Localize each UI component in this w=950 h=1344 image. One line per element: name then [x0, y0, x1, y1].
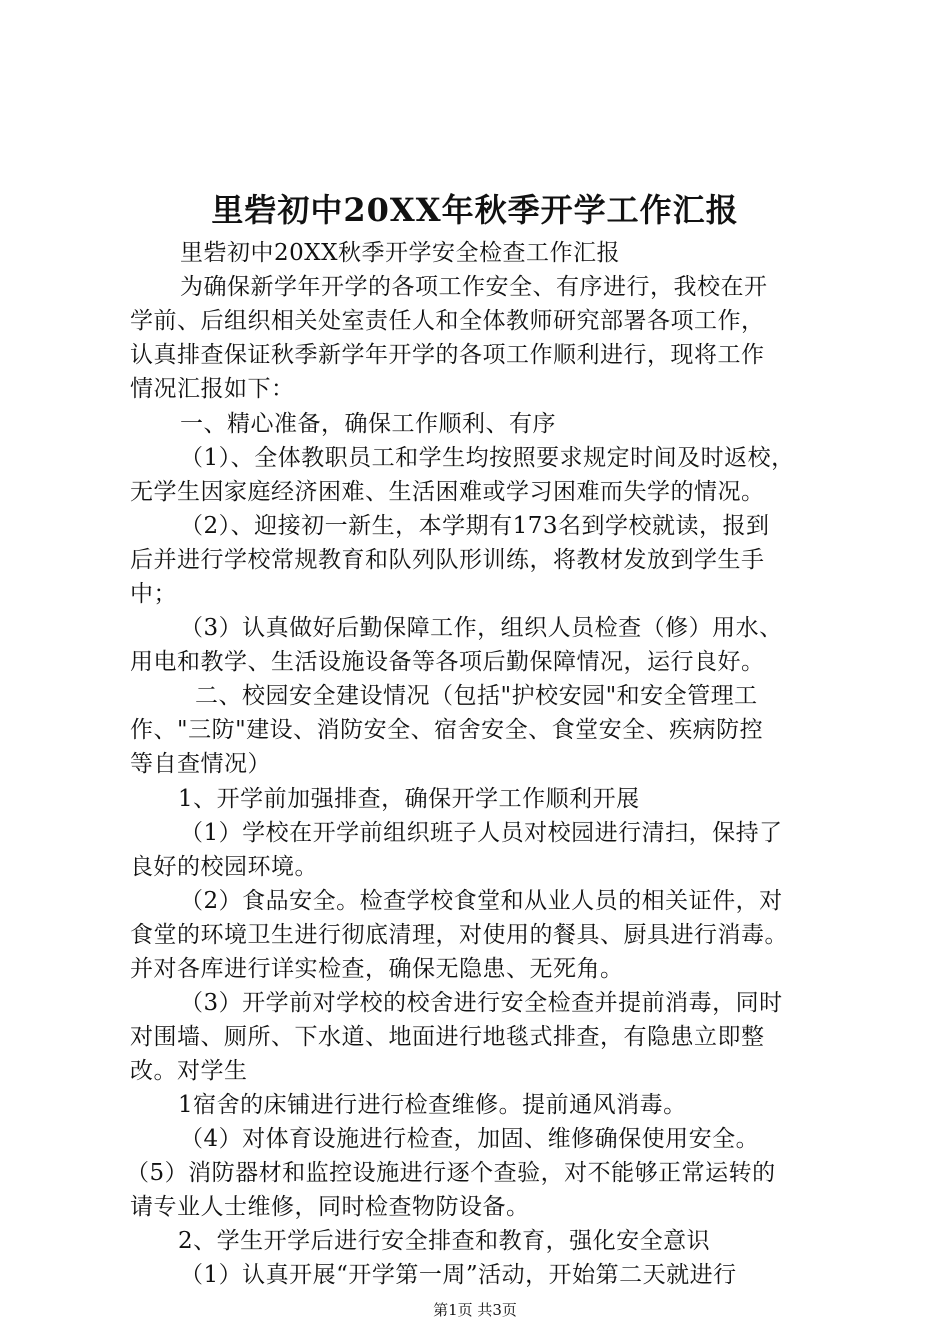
paragraph-line: 学前、后组织相关处室责任人和全体教师研究部署各项工作，	[130, 308, 765, 334]
paragraph-line: 为确保新学年开学的各项工作安全、有序进行，我校在开	[180, 274, 768, 300]
paragraph-line: 里砦初中20XX秋季开学安全检查工作汇报	[180, 240, 621, 266]
paragraph-line: （3）认真做好后勤保障工作，组织人员检查（修）用水、	[180, 615, 783, 641]
paragraph-line: 中；	[130, 581, 177, 607]
paragraph-line: （2）食品安全。检查学校食堂和从业人员的相关证件，对	[180, 888, 783, 914]
paragraph-line: 请专业人士维修，同时检查物防设备。	[130, 1194, 530, 1220]
paragraph-line: 后并进行学校常规教育和队列队形训练，将教材发放到学生手	[130, 547, 765, 573]
paragraph-line: （3）开学前对学校的校舍进行安全检查并提前消毒，同时	[180, 990, 783, 1016]
paragraph-line: 作、"三防"建设、消防安全、宿舍安全、食堂安全、疾病防控	[130, 717, 764, 743]
subsection-heading: 1、开学前加强排查，确保开学工作顺利开展	[178, 786, 640, 812]
paragraph-line: 食堂的环境卫生进行彻底清理，对使用的餐具、厨具进行消毒。	[130, 922, 788, 948]
section-heading: 二、校园安全建设情况（包括"护校安园"和安全管理工	[195, 683, 758, 709]
paragraph-line: （1）学校在开学前组织班子人员对校园进行清扫，保持了	[180, 820, 783, 846]
paragraph-line: 良好的校园环境。	[130, 854, 318, 880]
paragraph-line: 改。对学生	[130, 1058, 248, 1084]
paragraph-line: 对围墙、厕所、下水道、地面进行地毯式排查，有隐患立即整	[130, 1024, 765, 1050]
paragraph-line: （1）认真开展“开学第一周”活动，开始第二天就进行	[180, 1262, 737, 1288]
paragraph-line: 情况汇报如下：	[130, 376, 295, 402]
paragraph-line: （4）对体育设施进行检查，加固、维修确保使用安全。	[180, 1126, 760, 1152]
paragraph-line: 用电和教学、生活设施设备等各项后勤保障情况，运行良好。	[130, 649, 765, 675]
paragraph-line: 等自查情况）	[130, 751, 271, 777]
paragraph-line: 认真排查保证秋季新学年开学的各项工作顺利进行，现将工作	[130, 342, 765, 368]
document-title: 里砦初中20XX年秋季开学工作汇报	[211, 191, 739, 229]
page-footer: 第1页 共3页	[433, 1301, 517, 1319]
paragraph-line: （2）、迎接初一新生，本学期有173名到学校就读，报到	[180, 513, 770, 539]
paragraph-line: （5）消防器材和监控设施进行逐个查验，对不能够正常运转的	[126, 1160, 776, 1186]
section-heading: 一、精心准备，确保工作顺利、有序	[180, 411, 556, 437]
paragraph-line: （1）、全体教职员工和学生均按照要求规定时间及时返校，	[180, 445, 795, 471]
paragraph-line: 并对各库进行详实检查，确保无隐患、无死角。	[130, 956, 624, 982]
paragraph-line: 无学生因家庭经济困难、生活困难或学习困难而失学的情况。	[130, 479, 765, 505]
paragraph-line: 1宿舍的床铺进行进行检查维修。提前通风消毒。	[178, 1092, 687, 1118]
subsection-heading: 2、学生开学后进行安全排查和教育，强化安全意识	[178, 1228, 711, 1254]
